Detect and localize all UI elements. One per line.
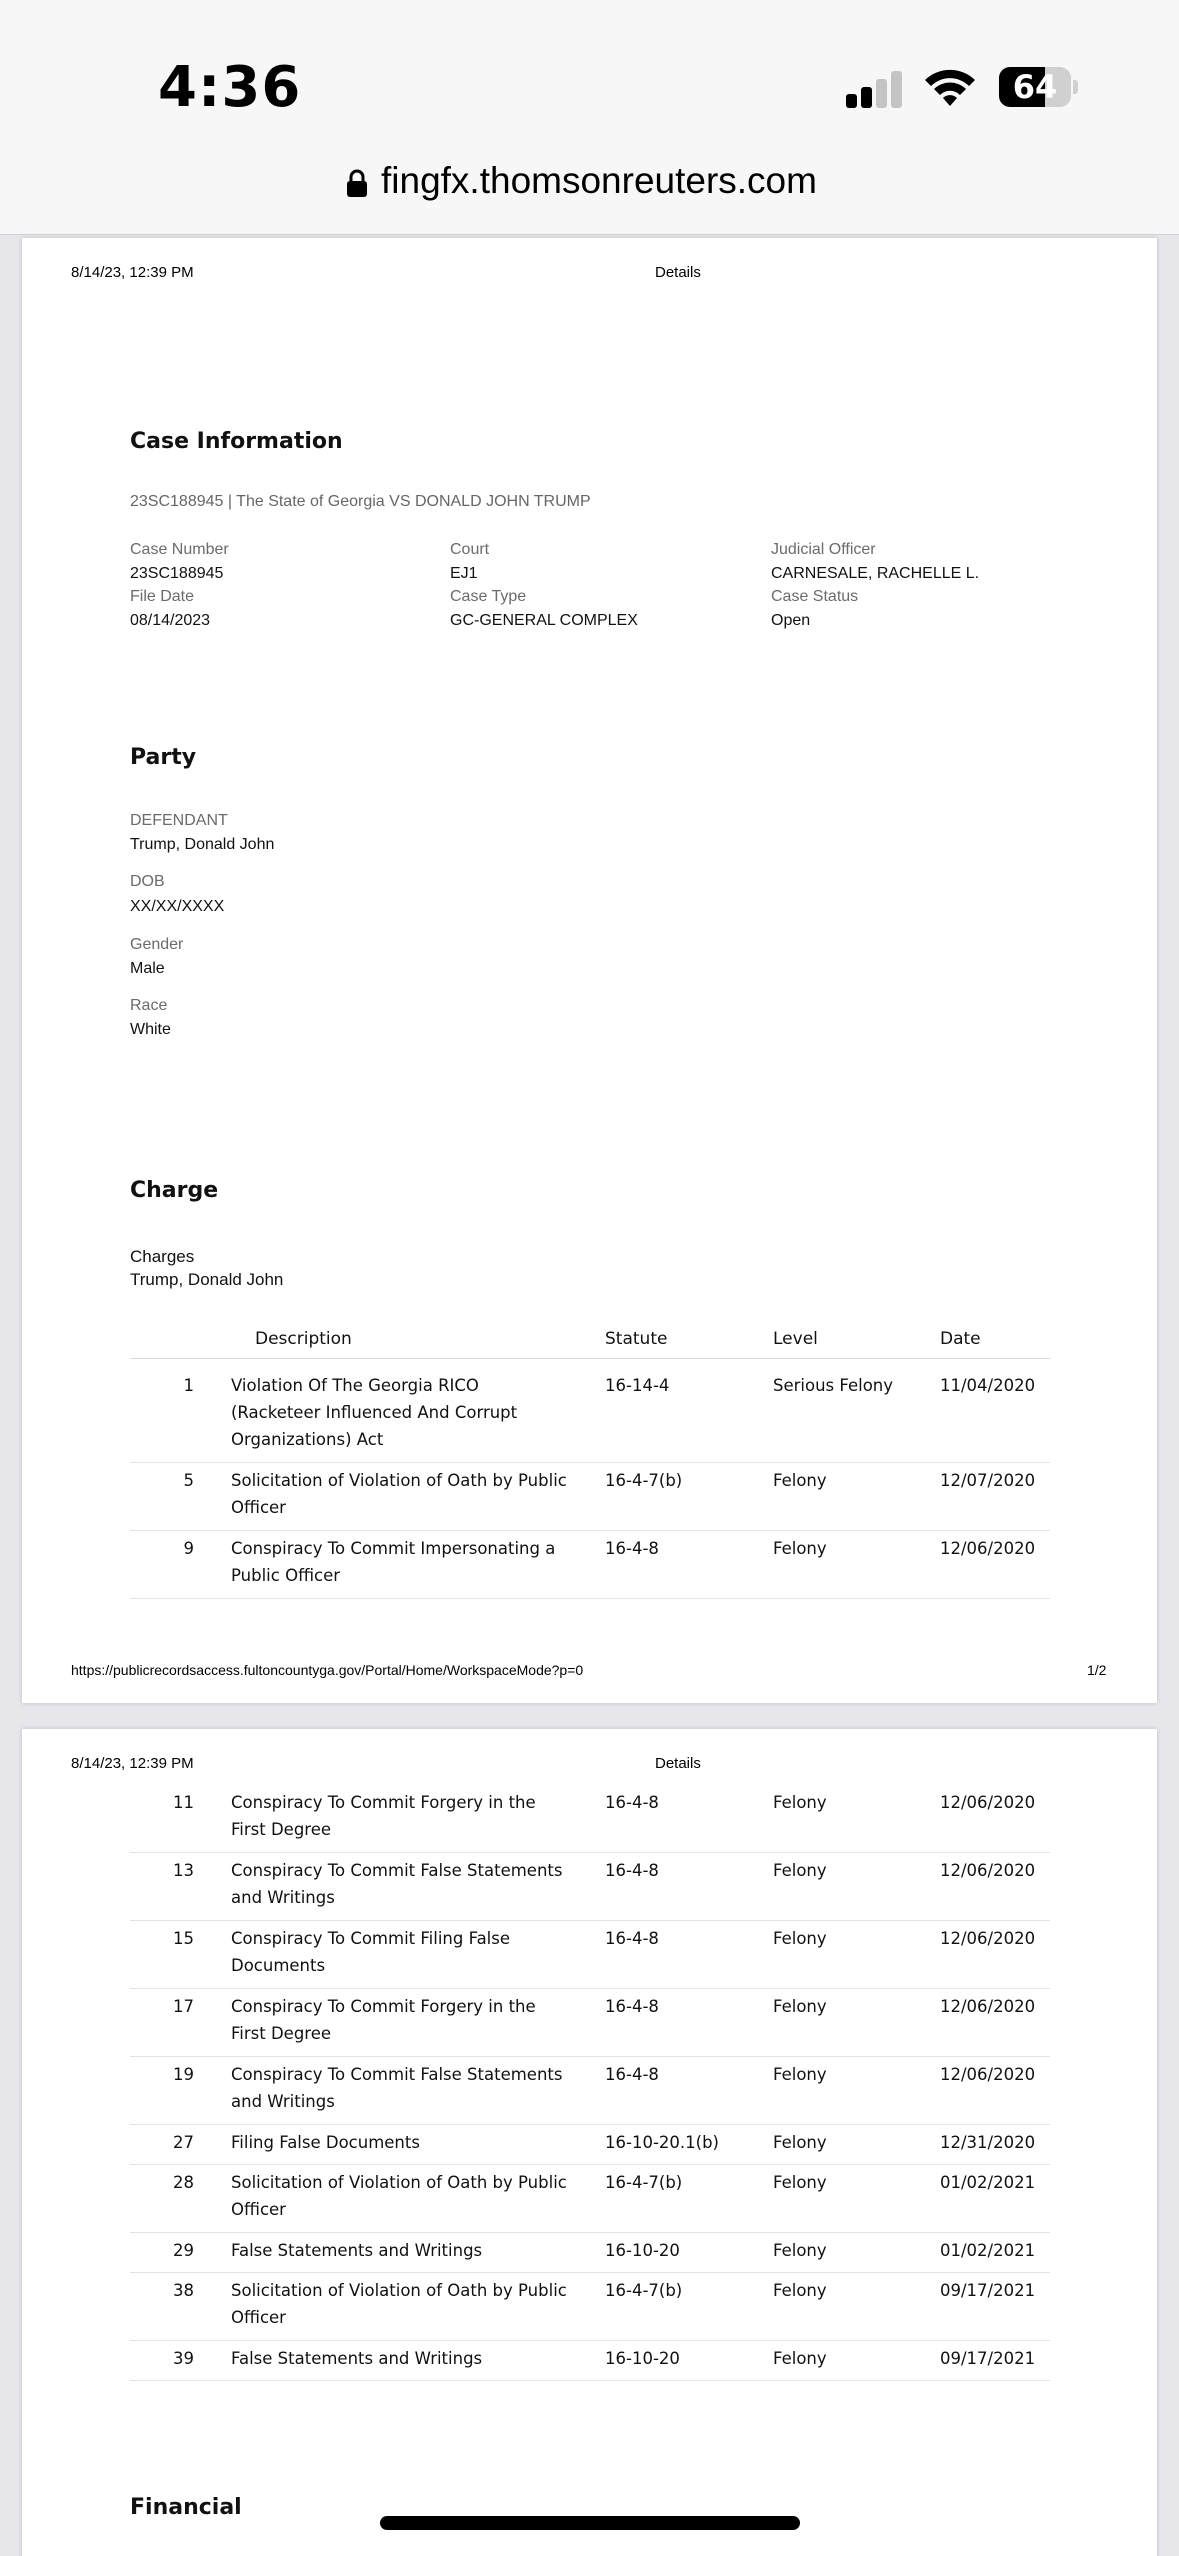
charge-description: Solicitation of Violation of Oath by Public Officer	[231, 1471, 567, 1517]
charge-number: 28	[173, 2173, 194, 2192]
case-status-value: Open	[771, 612, 811, 629]
charge-number: 38	[173, 2281, 194, 2300]
battery-icon	[999, 67, 1079, 107]
charge-date: 12/31/2020	[940, 2133, 1036, 2152]
charge-statute: 16-14-4	[605, 1376, 670, 1395]
charge-statute: 16-4-8	[605, 1997, 659, 2016]
charge-statute: 16-4-7(b)	[605, 2173, 683, 2192]
charge-description: Conspiracy To Commit Forgery in the First Degree	[231, 1793, 536, 1839]
table-row	[130, 2057, 1050, 2125]
lock-icon	[346, 168, 368, 198]
col-description: Description	[255, 1329, 352, 1349]
page-url[interactable]: fingfx.thomsonreuters.com	[381, 160, 817, 201]
charge-heading: Charge	[130, 1178, 219, 1203]
charge-number: 29	[173, 2241, 194, 2260]
financial-heading: Financial	[130, 2495, 242, 2520]
pdf-page-1	[22, 238, 1157, 1703]
party-role: DEFENDANT	[130, 812, 228, 829]
table-row	[130, 2273, 1050, 2341]
gender-value: Male	[130, 960, 165, 977]
charge-description: Violation Of The Georgia RICO (Racketeer Influenced And Corrupt Organizations) Act	[231, 1376, 518, 1449]
pdf-page-2	[22, 1729, 1157, 2556]
cellular-signal-icon	[846, 70, 906, 108]
charge-statute: 16-10-20	[605, 2241, 680, 2260]
race-label: Race	[130, 997, 168, 1014]
home-indicator[interactable]	[380, 2516, 800, 2530]
print-timestamp: 8/14/23, 12:39 PM	[71, 1755, 194, 1772]
case-subtitle: 23SC188945 | The State of Georgia VS DONALD JOHN TRUMP	[130, 493, 591, 510]
table-row	[130, 1463, 1050, 1531]
table-row	[130, 1921, 1050, 1989]
gender-label: Gender	[130, 936, 184, 953]
charge-date: 09/17/2021	[940, 2349, 1036, 2368]
col-date: Date	[940, 1329, 981, 1349]
charge-level: Felony	[773, 2173, 827, 2192]
charge-date: 01/02/2021	[940, 2173, 1036, 2192]
charge-date: 12/06/2020	[940, 2065, 1036, 2084]
table-row	[130, 2125, 1050, 2165]
charge-statute: 16-4-8	[605, 2065, 659, 2084]
charge-level: Felony	[773, 2065, 827, 2084]
col-statute: Statute	[605, 1329, 668, 1349]
charge-description: Conspiracy To Commit Filing False Documents	[231, 1929, 511, 1975]
charge-description: Conspiracy To Commit Forgery in the First Degree	[231, 1997, 536, 2043]
charge-date: 12/06/2020	[940, 1539, 1036, 1558]
charge-statute: 16-10-20	[605, 2349, 680, 2368]
court-value: EJ1	[450, 565, 478, 582]
charge-level: Felony	[773, 2241, 827, 2260]
wifi-icon	[922, 66, 978, 108]
charge-statute: 16-4-7(b)	[605, 1471, 683, 1490]
race-value: White	[130, 1021, 171, 1038]
charge-description: False Statements and Writings	[231, 2241, 483, 2260]
charge-level: Felony	[773, 2349, 827, 2368]
table-row	[130, 2233, 1050, 2273]
dob-value: XX/XX/XXXX	[130, 898, 225, 915]
charge-date: 12/06/2020	[940, 1861, 1036, 1880]
charge-number: 39	[173, 2349, 194, 2368]
charges-table-header	[130, 1323, 1050, 1359]
charge-level: Felony	[773, 1793, 827, 1812]
charge-number: 5	[183, 1471, 194, 1490]
file-date-value: 08/14/2023	[130, 612, 211, 629]
charge-number: 15	[173, 1929, 194, 1948]
page-number: 1/2	[1087, 1662, 1107, 1678]
charge-description: False Statements and Writings	[231, 2349, 483, 2368]
charge-number: 1	[183, 1376, 194, 1395]
status-bar	[0, 0, 1179, 140]
charge-number: 13	[173, 1861, 194, 1880]
judicial-officer-label: Judicial Officer	[771, 541, 876, 558]
charge-level: Serious Felony	[773, 1376, 894, 1395]
file-date-label: File Date	[130, 588, 195, 605]
case-information-heading: Case Information	[130, 429, 343, 454]
charge-statute: 16-10-20.1(b)	[605, 2133, 719, 2152]
charge-statute: 16-4-8	[605, 1539, 659, 1558]
charge-description: Conspiracy To Commit False Statements and Writings	[231, 2065, 563, 2111]
charge-date: 12/06/2020	[940, 1997, 1036, 2016]
charge-number: 11	[173, 1793, 194, 1812]
charge-number: 27	[173, 2133, 194, 2152]
battery-percent: 64	[1012, 68, 1058, 106]
charge-statute: 16-4-8	[605, 1793, 659, 1812]
table-row	[130, 2165, 1050, 2233]
charge-number: 19	[173, 2065, 194, 2084]
charge-statute: 16-4-8	[605, 1929, 659, 1948]
charge-date: 12/06/2020	[940, 1929, 1036, 1948]
charge-description: Solicitation of Violation of Oath by Public Officer	[231, 2281, 567, 2327]
table-row	[130, 1531, 1050, 1599]
case-number-value: 23SC188945	[130, 565, 224, 582]
print-title: Details	[655, 1755, 701, 1772]
charges-label: Charges	[130, 1247, 195, 1266]
case-type-label: Case Type	[450, 588, 527, 605]
court-label: Court	[450, 541, 490, 558]
party-heading: Party	[130, 745, 197, 770]
charge-statute: 16-4-7(b)	[605, 2281, 683, 2300]
print-timestamp: 8/14/23, 12:39 PM	[71, 264, 194, 281]
charge-description: Solicitation of Violation of Oath by Public Officer	[231, 2173, 567, 2219]
charge-number: 17	[173, 1997, 194, 2016]
charge-level: Felony	[773, 1539, 827, 1558]
party-name: Trump, Donald John	[130, 836, 275, 853]
col-level: Level	[773, 1329, 818, 1349]
charge-description: Filing False Documents	[231, 2133, 420, 2152]
judicial-officer-value: CARNESALE, RACHELLE L.	[771, 565, 980, 582]
case-status-label: Case Status	[771, 588, 859, 605]
dob-label: DOB	[130, 873, 165, 890]
case-number-label: Case Number	[130, 541, 229, 558]
charge-statute: 16-4-8	[605, 1861, 659, 1880]
table-row	[130, 1989, 1050, 2057]
table-row	[130, 2341, 1050, 2381]
charge-level: Felony	[773, 2281, 827, 2300]
charge-level: Felony	[773, 1929, 827, 1948]
case-type-value: GC-GENERAL COMPLEX	[450, 612, 638, 629]
charge-level: Felony	[773, 2133, 827, 2152]
table-row	[130, 1853, 1050, 1921]
print-title: Details	[655, 264, 701, 281]
charge-number: 9	[183, 1539, 194, 1558]
clock-time: 4:36	[158, 55, 302, 120]
charge-level: Felony	[773, 1997, 827, 2016]
charge-date: 01/02/2021	[940, 2241, 1036, 2260]
footer-url: https://publicrecordsaccess.fultoncountyga.gov/Portal/Home/WorkspaceMode?p=0	[71, 1662, 584, 1678]
charge-level: Felony	[773, 1861, 827, 1880]
charge-level: Felony	[773, 1471, 827, 1490]
charge-date: 12/07/2020	[940, 1471, 1036, 1490]
table-row	[130, 1368, 1050, 1463]
charges-defendant-name: Trump, Donald John	[130, 1270, 284, 1289]
charge-date: 11/04/2020	[940, 1376, 1036, 1395]
charge-date: 12/06/2020	[940, 1793, 1036, 1812]
charge-description: Conspiracy To Commit False Statements and Writings	[231, 1861, 563, 1907]
charge-date: 09/17/2021	[940, 2281, 1036, 2300]
table-row	[130, 1785, 1050, 1853]
charge-description: Conspiracy To Commit Impersonating a Public Officer	[231, 1539, 556, 1585]
